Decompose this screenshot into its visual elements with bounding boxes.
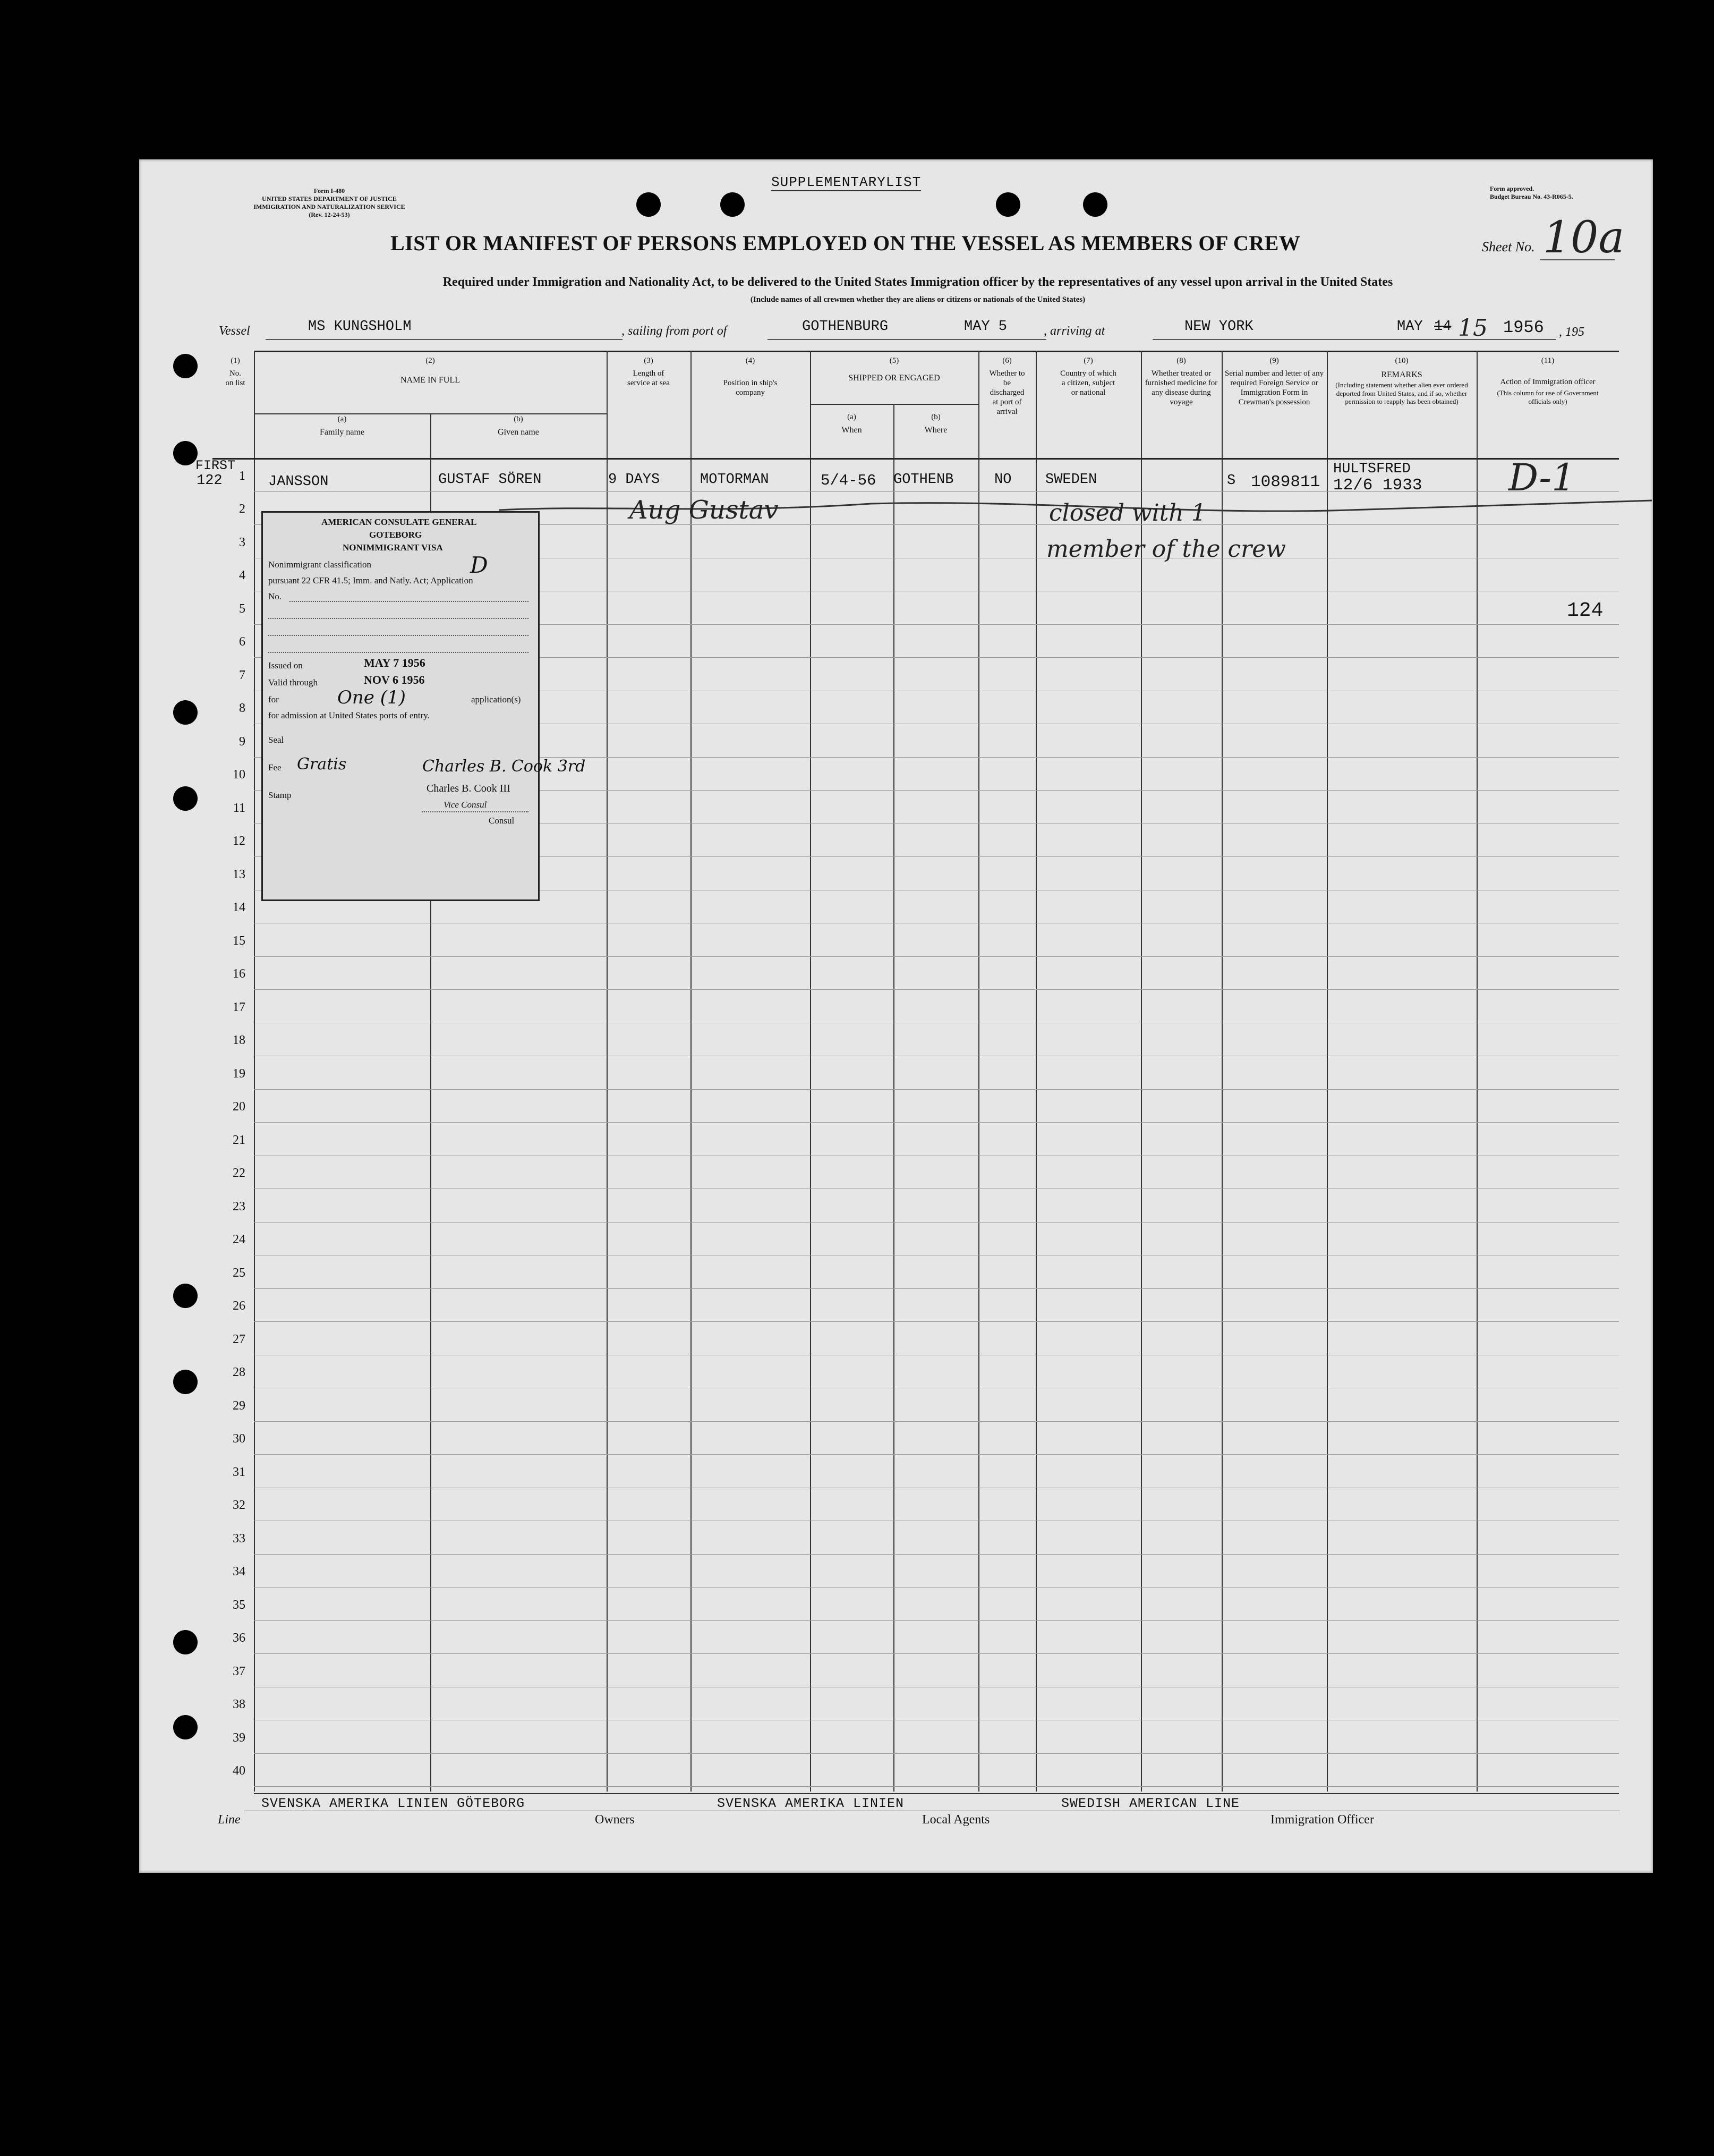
required-statement: Required under Immigration and Nationality Act, to be delivered to the United States Immigration officer by the representatives of any vessel upon arrival in the United States <box>442 275 1393 289</box>
row-number: 13 <box>233 867 245 881</box>
col-line <box>254 351 255 1792</box>
departure-port: GOTHENBURG <box>802 319 889 335</box>
col-line <box>1477 351 1478 1792</box>
first-label: FIRST <box>195 458 236 473</box>
punch-hole <box>173 786 198 811</box>
arrival-underline <box>1153 339 1556 340</box>
col5-header: (5) SHIPPED OR ENGAGED <box>848 356 940 383</box>
stamp-line3: NONIMMIGRANT VISA <box>343 542 443 553</box>
arrival-day-struck: 14 <box>1434 319 1452 335</box>
row-number: 23 <box>233 1199 245 1213</box>
row-number: 3 <box>239 535 245 549</box>
include-statement: (Include names of all crewmen whether they are aliens or citizens or nationals of the United States) <box>750 295 1086 304</box>
table-row-line <box>254 1089 1619 1090</box>
row-number: 7 <box>239 668 245 682</box>
row-number: 1 <box>239 469 245 483</box>
row-number: 26 <box>233 1299 245 1313</box>
row-number: 18 <box>233 1033 245 1047</box>
port-underline <box>768 339 1046 340</box>
punch-hole <box>173 1715 198 1739</box>
punch-hole <box>720 192 745 217</box>
row-number: 39 <box>233 1730 245 1745</box>
entry-position: MOTORMAN <box>700 472 769 488</box>
col-line <box>893 404 894 1792</box>
row-number: 24 <box>233 1233 245 1246</box>
punch-hole <box>173 354 198 378</box>
punch-hole <box>173 1630 198 1654</box>
row-number: 25 <box>233 1266 245 1280</box>
col-line <box>607 351 608 1792</box>
entry-given-name: GUSTAF SÖREN <box>438 472 542 488</box>
stamp-applications: application(s) <box>471 694 521 704</box>
form-approved: Form approved. <box>1490 185 1534 192</box>
footer-officer-value: SWEDISH AMERICAN LINE <box>1061 1796 1240 1811</box>
table-row-line <box>254 1321 1619 1322</box>
arrival-day: 15 <box>1458 315 1488 342</box>
row-number: 28 <box>233 1365 245 1379</box>
stamp-dotted <box>268 635 528 636</box>
col-line <box>1141 351 1142 1792</box>
punch-hole <box>636 192 661 217</box>
row-number: 38 <box>233 1697 245 1711</box>
row-number: 22 <box>233 1166 245 1180</box>
row-number: 30 <box>233 1432 245 1446</box>
entry-remarks-place: HULTSFRED <box>1333 461 1411 477</box>
table-row-line <box>254 956 1619 957</box>
stamp-officer: Charles B. Cook III <box>427 783 510 794</box>
row-number: 34 <box>233 1565 245 1578</box>
sheet-underline <box>1540 259 1615 260</box>
footer-owners-label: Owners <box>595 1813 635 1827</box>
col-line <box>1036 351 1037 1792</box>
vessel-underline <box>266 339 623 340</box>
row-number: 29 <box>233 1398 245 1413</box>
punch-hole <box>996 192 1020 217</box>
footer-officer-label: Immigration Officer <box>1270 1813 1374 1827</box>
visa-stamp <box>261 511 586 901</box>
table-row-line <box>254 1653 1619 1654</box>
stamp-pursuant: pursuant 22 CFR 41.5; Imm. and Natly. Act; Application <box>268 575 473 585</box>
row-number: 5 <box>239 601 245 616</box>
col-line <box>810 351 811 1792</box>
row-number: 15 <box>233 933 245 948</box>
punch-hole <box>173 441 198 465</box>
stamp-admission: for admission at United States ports of entry. <box>268 710 430 720</box>
table-row-line <box>254 1620 1619 1621</box>
form-revision: (Rev. 12-24-53) <box>309 211 350 218</box>
arrival-month: MAY <box>1397 319 1423 335</box>
table-row-line <box>254 1753 1619 1754</box>
col-line <box>978 351 979 1792</box>
entry-discharge: NO <box>994 472 1012 488</box>
stamp-title: Vice Consul <box>444 800 487 810</box>
stamp-seal: Seal <box>268 735 284 745</box>
row-number: 16 <box>233 967 245 981</box>
entry-when: 5/4-56 <box>821 472 876 489</box>
stamp-dotted <box>268 618 528 619</box>
vessel-name: MS KUNGSHOLM <box>308 319 412 335</box>
stamp-for-value: One (1) <box>337 687 406 708</box>
row-number: 10 <box>233 768 245 782</box>
stamp-fee: Fee <box>268 762 282 773</box>
stamp-line2: GOTEBORG <box>369 530 422 540</box>
stamp-dotted <box>422 811 528 812</box>
header-subline <box>810 404 978 405</box>
stamp-issued-label: Issued on <box>268 660 303 670</box>
stamp-stamp-label: Stamp <box>268 790 292 800</box>
stamp-valid: NOV 6 1956 <box>364 673 425 686</box>
col-line <box>1222 351 1223 1792</box>
row-number: 11 <box>233 801 245 815</box>
supplementary-list-label: SUPPLEMENTARYLIST <box>771 174 922 190</box>
service-name: IMMIGRATION AND NATURALIZATION SERVICE <box>253 203 405 210</box>
col7-header: (7) Country of which a citizen, subject or national <box>1060 356 1116 397</box>
handwritten-closed-2: member of the crew <box>1046 536 1286 563</box>
arriving-label: , arriving at <box>1044 324 1105 338</box>
row-number: 40 <box>233 1764 245 1778</box>
stamp-consul: Consul <box>489 816 515 826</box>
table-row-line <box>254 1222 1619 1223</box>
col11-header: (11) Action of Immigration officer (This column for use of Government officials only) <box>1497 356 1599 405</box>
stamp-for-label: for <box>268 694 279 704</box>
row-number: 20 <box>233 1100 245 1114</box>
footer-agents-label: Local Agents <box>922 1813 990 1827</box>
col8-header: (8) Whether treated or furnished medicine for any disease during voyage <box>1145 356 1218 406</box>
entry-serial: 1089811 <box>1251 473 1320 491</box>
footer-agents-value: SVENSKA AMERIKA LINIEN <box>717 1796 905 1811</box>
table-row-line <box>254 1288 1619 1289</box>
row-number: 8 <box>239 701 245 715</box>
table-row-line <box>254 1786 1619 1787</box>
col2a-header: (a) Family name <box>320 415 364 437</box>
entry-action: D-1 <box>1508 456 1575 499</box>
col-line <box>690 351 692 1792</box>
col2b-header: (b) Given name <box>498 415 539 437</box>
sailing-label: , sailing from port of <box>621 324 727 338</box>
arrival-port: NEW YORK <box>1184 319 1253 335</box>
punch-hole <box>1083 192 1107 217</box>
entry-country: SWEDEN <box>1045 472 1097 488</box>
col9-header: (9) Serial number and letter of any required Foreign Service or Immigration Form in Crewman's possession <box>1224 356 1324 406</box>
stamp-signature: Charles B. Cook 3rd <box>422 757 586 776</box>
budget-bureau: Budget Bureau No. 43-R065-5. <box>1490 193 1573 200</box>
footer-line-value: SVENSKA AMERIKA LINIEN GÖTEBORG <box>261 1796 525 1811</box>
row-number: 6 <box>239 635 245 649</box>
stamp-valid-label: Valid through <box>268 677 318 687</box>
sheet-label: Sheet No. <box>1482 239 1535 254</box>
vessel-label: Vessel <box>219 324 250 338</box>
form-agency-block <box>212 187 446 219</box>
col6-header: (6) Whether to be discharged at port of arrival <box>989 356 1025 416</box>
row-number: 35 <box>233 1598 245 1612</box>
header-bottom-line <box>212 458 1619 460</box>
entry-where: GOTHENB <box>893 472 954 488</box>
year-suffix: , 195 <box>1559 325 1584 339</box>
row-number: 27 <box>233 1332 245 1346</box>
punch-hole <box>173 1370 198 1394</box>
table-row-line <box>254 1554 1619 1555</box>
stamp-issued: MAY 7 1956 <box>364 656 425 669</box>
row-number: 4 <box>239 568 245 582</box>
stamp-classification: Nonimmigrant classification <box>268 559 372 570</box>
row-number: 36 <box>233 1631 245 1645</box>
row-number: 19 <box>233 1066 245 1081</box>
handwritten-signature-mid: Aug Gustav <box>629 495 779 525</box>
col3-header: (3) Length of service at sea <box>627 356 670 387</box>
col5b-header: (b) Where <box>924 413 948 435</box>
form-approval-block <box>1490 185 1628 201</box>
row-number: 17 <box>233 1000 245 1014</box>
stamp-fee-value: Gratis <box>297 755 347 774</box>
col-line <box>1327 351 1328 1792</box>
entry-remarks-date: 12/6 1933 <box>1333 476 1422 495</box>
table-row-line <box>254 1587 1619 1588</box>
department-name: UNITED STATES DEPARTMENT OF JUSTICE <box>262 195 397 202</box>
handwritten-124: 124 <box>1567 599 1604 622</box>
table-row-line <box>254 989 1619 990</box>
entry-service: 9 DAYS <box>608 472 660 488</box>
stamp-class-value: D <box>470 552 488 578</box>
row-number: 14 <box>233 901 245 914</box>
row-number: 12 <box>233 834 245 848</box>
form-number: Form I-480 <box>313 187 345 194</box>
col5a-header: (a) When <box>841 413 862 435</box>
row-number: 21 <box>233 1133 245 1147</box>
sailing-date: MAY 5 <box>964 319 1008 335</box>
col2-header: (2) NAME IN FULL <box>400 356 460 385</box>
row-number: 9 <box>239 734 245 749</box>
punch-hole <box>173 700 198 725</box>
row-number: 33 <box>233 1531 245 1546</box>
col10-header: (10) REMARKS (Including statement whether alien ever ordered deported from United States, and if so, whether permission to reapply has been obtained) <box>1335 356 1468 406</box>
sheet-number: 10a <box>1543 213 1625 263</box>
page-title: LIST OR MANIFEST OF PERSONS EMPLOYED ON THE VESSEL AS MEMBERS OF CREW <box>390 231 1301 255</box>
table-row-line <box>254 1421 1619 1422</box>
punch-hole <box>173 1284 198 1308</box>
stamp-dotted <box>268 652 528 653</box>
handwritten-closed-1: closed with 1 <box>1049 499 1206 527</box>
footer-line-label: Line <box>218 1813 241 1827</box>
col4-header: (4) Position in ship's company <box>723 356 778 397</box>
row-number: 37 <box>233 1664 245 1678</box>
stamp-no-label: No. <box>268 591 282 601</box>
arrival-year: 1956 <box>1503 318 1544 337</box>
stamp-dotted <box>289 601 528 602</box>
row-number: 31 <box>233 1465 245 1479</box>
first-list-number: 122 <box>197 473 223 489</box>
entry-family-name: JANSSON <box>268 474 329 490</box>
row-number: 2 <box>239 502 245 516</box>
row-number: 32 <box>233 1498 245 1512</box>
table-row-line <box>254 1454 1619 1455</box>
col1-header: (1) No. on list <box>225 356 245 387</box>
stamp-line1: AMERICAN CONSULATE GENERAL <box>321 517 477 527</box>
table-row-line <box>254 1122 1619 1123</box>
entry-serial-prefix: S <box>1227 473 1236 489</box>
